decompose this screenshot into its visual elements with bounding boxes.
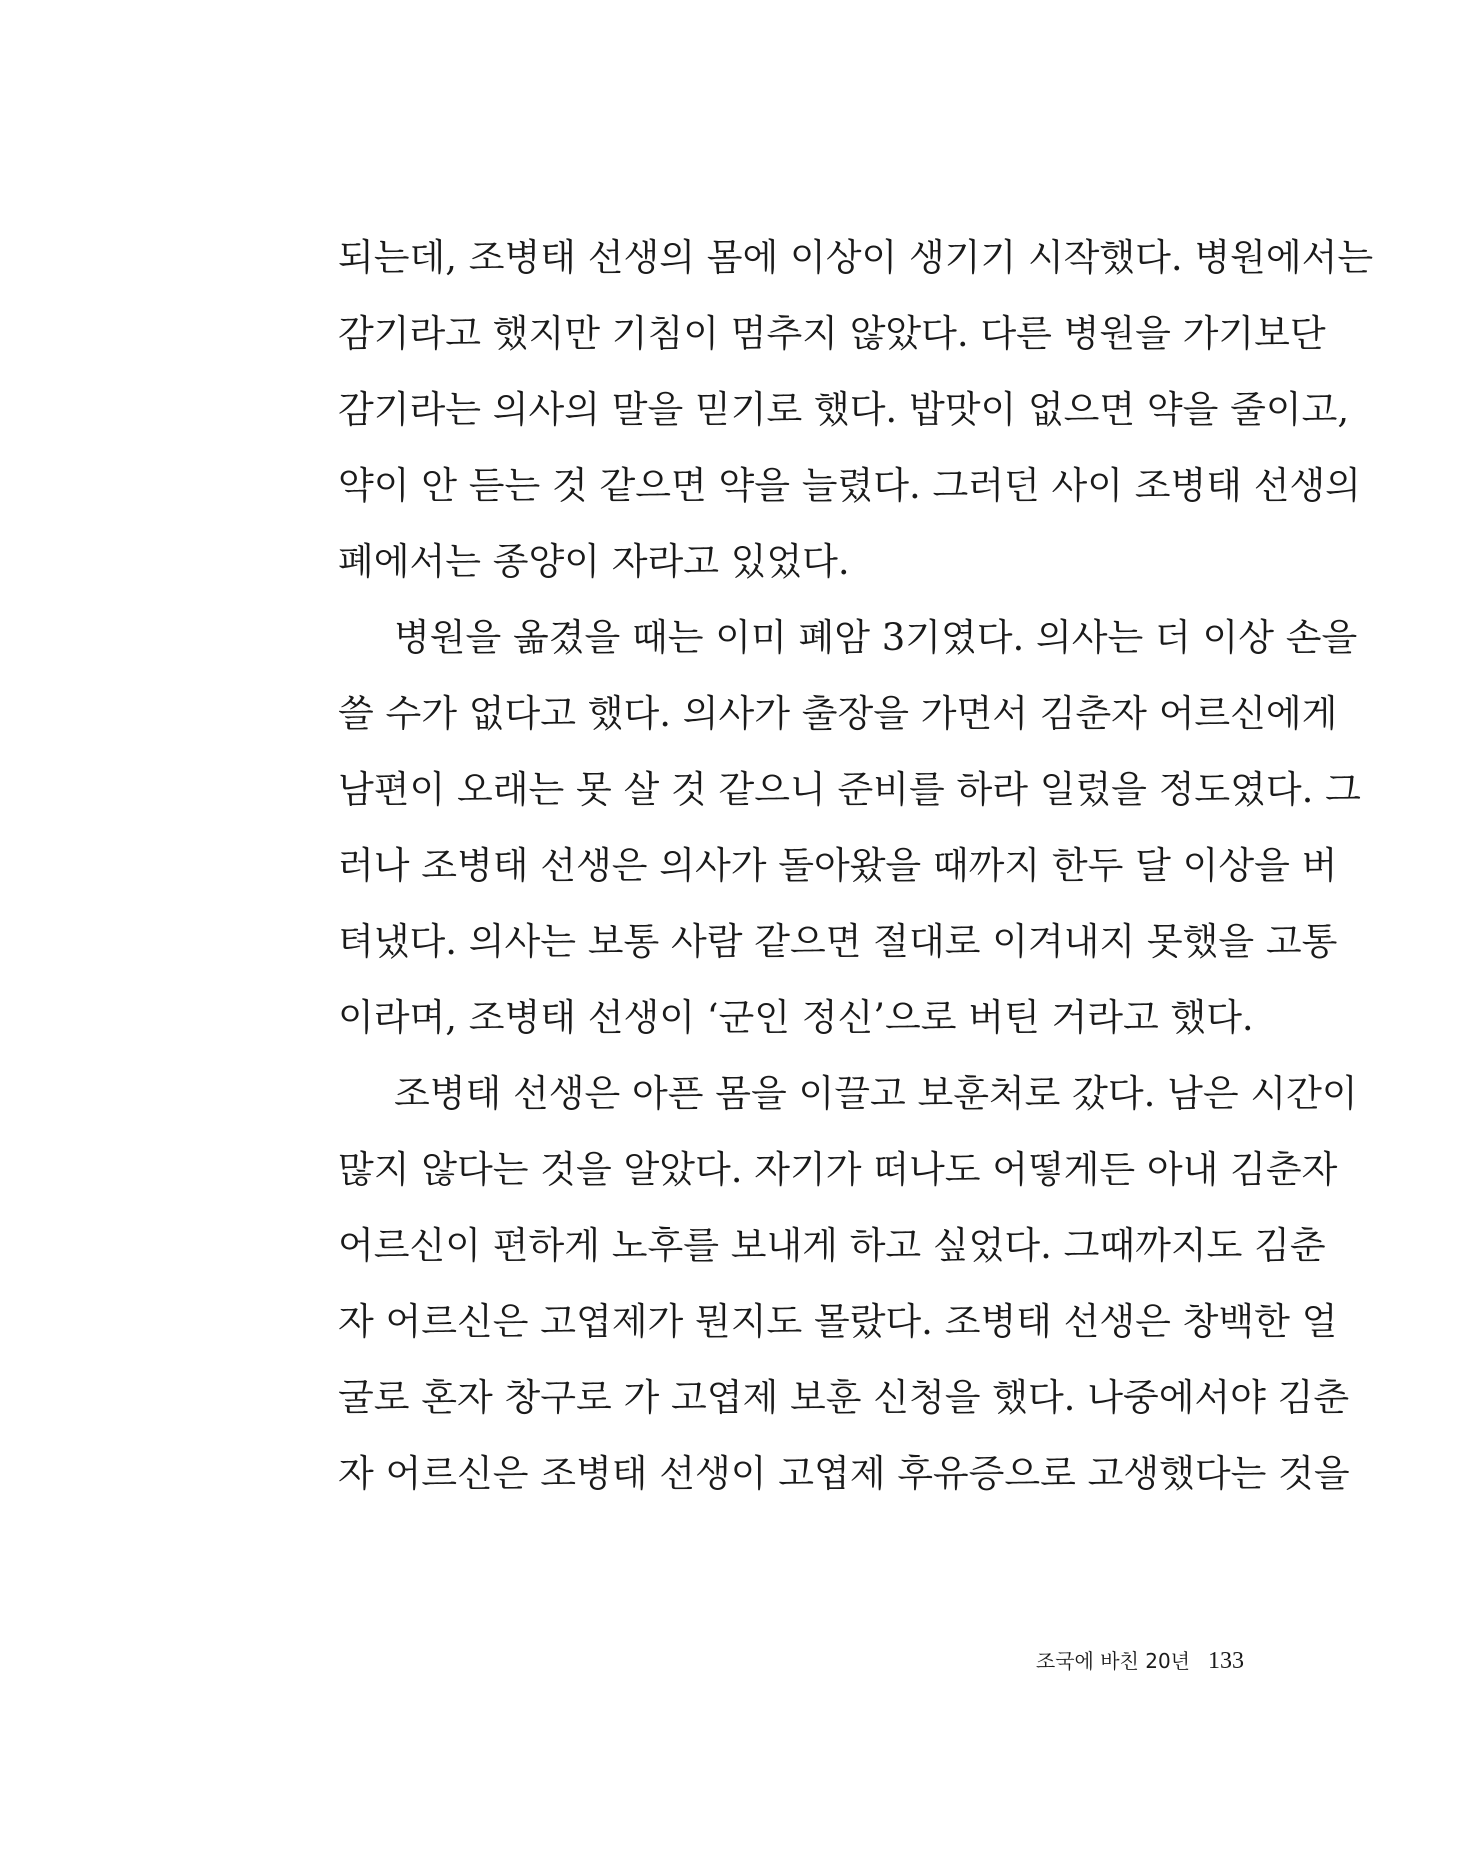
text-line: 폐에서는 종양이 자라고 있었다.: [338, 540, 850, 583]
paragraph-3: [338, 1056, 1358, 1512]
text-line: 남편이 오래는 못 살 것 같으니 준비를 하라 일렀을 정도였다. 그: [338, 768, 1361, 811]
text-line: 되는데, 조병태 선생의 몸에 이상이 생기기 시작했다. 병원에서는: [338, 236, 1374, 279]
text-line: 감기라는 의사의 말을 믿기로 했다. 밥맛이 없으면 약을 줄이고,: [338, 388, 1350, 431]
text-line: 러나 조병태 선생은 의사가 돌아왔을 때까지 한두 달 이상을 버: [338, 844, 1338, 887]
page-footer: [1000, 1646, 1244, 1677]
text-line: 감기라고 했지만 기침이 멈추지 않았다. 다른 병원을 가기보단: [338, 312, 1326, 355]
text-line: 자 어르신은 고엽제가 뭔지도 몰랐다. 조병태 선생은 창백한 얼: [338, 1300, 1338, 1343]
text-line: 자 어르신은 조병태 선생이 고엽제 후유증으로 고생했다는 것을: [338, 1452, 1350, 1495]
text-line: 쓸 수가 없다고 했다. 의사가 출장을 가면서 김춘자 어르신에게: [338, 692, 1338, 735]
text-line: 굴로 혼자 창구로 가 고엽제 보훈 신청을 했다. 나중에서야 김춘: [338, 1376, 1350, 1419]
text-line: 이라며, 조병태 선생이 ‘군인 정신’으로 버틴 거라고 했다.: [338, 996, 1254, 1039]
page-number: 133: [1208, 1648, 1244, 1674]
text-line: 약이 안 듣는 것 같으면 약을 늘렸다. 그러던 사이 조병태 선생의: [338, 464, 1361, 507]
text-line: 병원을 옮겼을 때는 이미 폐암 3기였다. 의사는 더 이상 손을: [394, 616, 1358, 659]
paragraph-1: [338, 220, 1374, 600]
paragraph-2: [338, 600, 1361, 1056]
text-line: 조병태 선생은 아픈 몸을 이끌고 보훈처로 갔다. 남은 시간이: [394, 1072, 1358, 1115]
text-line: 어르신이 편하게 노후를 보내게 하고 싶었다. 그때까지도 김춘: [338, 1224, 1326, 1267]
text-line: 많지 않다는 것을 알았다. 자기가 떠나도 어떻게든 아내 김춘자: [338, 1148, 1338, 1191]
running-title: 조국에 바친 20년: [1035, 1649, 1190, 1673]
body-text: [338, 220, 1374, 1512]
text-line: 텨냈다. 의사는 보통 사람 같으면 절대로 이겨내지 못했을 고통: [338, 920, 1338, 963]
